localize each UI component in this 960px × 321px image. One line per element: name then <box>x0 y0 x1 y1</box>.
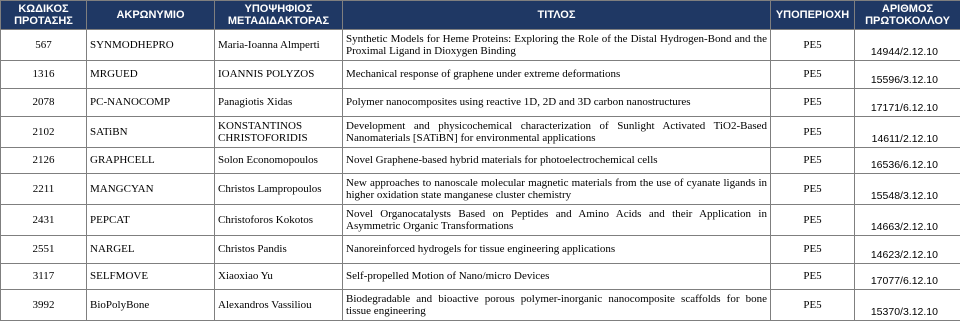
table-row <box>1 205 960 236</box>
cell-title: New approaches to nanoscale molecular magnetic materials from the use of cyanate ligands in higher oxidation state manganese cluster chemistry <box>343 174 771 205</box>
cell-code: 2211 <box>1 174 87 205</box>
header-protocol: ΑΡΙΘΜΟΣ ΠΡΩΤΟΚΟΛΛΟΥ <box>855 1 960 30</box>
cell-acronym: SELFMOVE <box>87 264 215 290</box>
cell-code: 2431 <box>1 205 87 236</box>
cell-title: Novel Organocatalysts Based on Peptides and Amino Acids and their Application in Asymmetric Organic Transformations <box>343 205 771 236</box>
cell-area: PE5 <box>771 205 855 236</box>
cell-candidate: Panagiotis Xidas <box>215 89 343 117</box>
cell-protocol: 16536/6.12.10 <box>855 148 960 174</box>
cell-area: PE5 <box>771 117 855 148</box>
cell-candidate: Christoforos Kokotos <box>215 205 343 236</box>
cell-protocol: 14944/2.12.10 <box>855 30 960 61</box>
cell-protocol: 17171/6.12.10 <box>855 89 960 117</box>
table-row <box>1 148 960 174</box>
cell-area: PE5 <box>771 30 855 61</box>
cell-title: Nanoreinforced hydrogels for tissue engineering applications <box>343 236 771 264</box>
cell-acronym: NARGEL <box>87 236 215 264</box>
cell-code: 2126 <box>1 148 87 174</box>
cell-candidate: KONSTANTINOS CHRISTOFORIDIS <box>215 117 343 148</box>
cell-area: PE5 <box>771 61 855 89</box>
header-code: ΚΩΔΙΚΟΣ ΠΡΟΤΑΣΗΣ <box>1 1 87 30</box>
cell-candidate: IOANNIS POLYZOS <box>215 61 343 89</box>
cell-protocol: 14623/2.12.10 <box>855 236 960 264</box>
cell-title: Development and physicochemical characterization of Sunlight Activated TiO2-Based Nanomaterials [SATiBN] for environmental applications <box>343 117 771 148</box>
cell-protocol: 14663/2.12.10 <box>855 205 960 236</box>
cell-protocol: 17077/6.12.10 <box>855 264 960 290</box>
table-row <box>1 30 960 61</box>
cell-candidate: Solon Economopoulos <box>215 148 343 174</box>
cell-area: PE5 <box>771 174 855 205</box>
cell-acronym: MRGUED <box>87 61 215 89</box>
cell-acronym: PC-NANOCOMP <box>87 89 215 117</box>
cell-candidate: Xiaoxiao Yu <box>215 264 343 290</box>
cell-protocol: 15548/3.12.10 <box>855 174 960 205</box>
cell-candidate: Maria-Ioanna Almperti <box>215 30 343 61</box>
cell-protocol: 15370/3.12.10 <box>855 290 960 321</box>
cell-code: 2102 <box>1 117 87 148</box>
cell-area: PE5 <box>771 290 855 321</box>
table-row <box>1 61 960 89</box>
cell-area: PE5 <box>771 236 855 264</box>
table-row <box>1 89 960 117</box>
cell-candidate: Christos Lampropoulos <box>215 174 343 205</box>
cell-title: Novel Graphene-based hybrid materials for photoelectrochemical cells <box>343 148 771 174</box>
cell-acronym: PEPCAT <box>87 205 215 236</box>
cell-title: Biodegradable and bioactive porous polymer-inorganic nanocomposite scaffolds for bone tissue engineering <box>343 290 771 321</box>
table-row <box>1 174 960 205</box>
cell-candidate: Alexandros Vassiliou <box>215 290 343 321</box>
cell-acronym: SATiBN <box>87 117 215 148</box>
cell-area: PE5 <box>771 148 855 174</box>
cell-acronym: BioPolyBone <box>87 290 215 321</box>
cell-code: 2078 <box>1 89 87 117</box>
cell-code: 3117 <box>1 264 87 290</box>
header-area: ΥΠΟΠΕΡΙΟΧΗ <box>771 1 855 30</box>
cell-protocol: 14611/2.12.10 <box>855 117 960 148</box>
cell-candidate: Christos Pandis <box>215 236 343 264</box>
cell-acronym: MANGCYAN <box>87 174 215 205</box>
table-row <box>1 236 960 264</box>
header-row <box>1 1 960 30</box>
table-row <box>1 290 960 321</box>
cell-code: 3992 <box>1 290 87 321</box>
cell-acronym: GRAPHCELL <box>87 148 215 174</box>
cell-area: PE5 <box>771 89 855 117</box>
cell-code: 2551 <box>1 236 87 264</box>
cell-title: Self-propelled Motion of Nano/micro Devices <box>343 264 771 290</box>
header-candidate: ΥΠΟΨΗΦΙΟΣ ΜΕΤΑΔΙΔΑΚΤΟΡΑΣ <box>215 1 343 30</box>
cell-title: Polymer nanocomposites using reactive 1D, 2D and 3D carbon nanostructures <box>343 89 771 117</box>
cell-code: 567 <box>1 30 87 61</box>
header-acronym: ΑΚΡΩΝΥΜΙΟ <box>87 1 215 30</box>
cell-protocol: 15596/3.12.10 <box>855 61 960 89</box>
table-row <box>1 117 960 148</box>
cell-area: PE5 <box>771 264 855 290</box>
cell-title: Synthetic Models for Heme Proteins: Exploring the Role of the Distal Hydrogen-Bond and the Proximal Ligand in Dioxygen Binding <box>343 30 771 61</box>
cell-title: Mechanical response of graphene under extreme deformations <box>343 61 771 89</box>
table-row <box>1 264 960 290</box>
header-title: ΤΙΤΛΟΣ <box>343 1 771 30</box>
cell-code: 1316 <box>1 61 87 89</box>
cell-acronym: SYNMODHEPRO <box>87 30 215 61</box>
